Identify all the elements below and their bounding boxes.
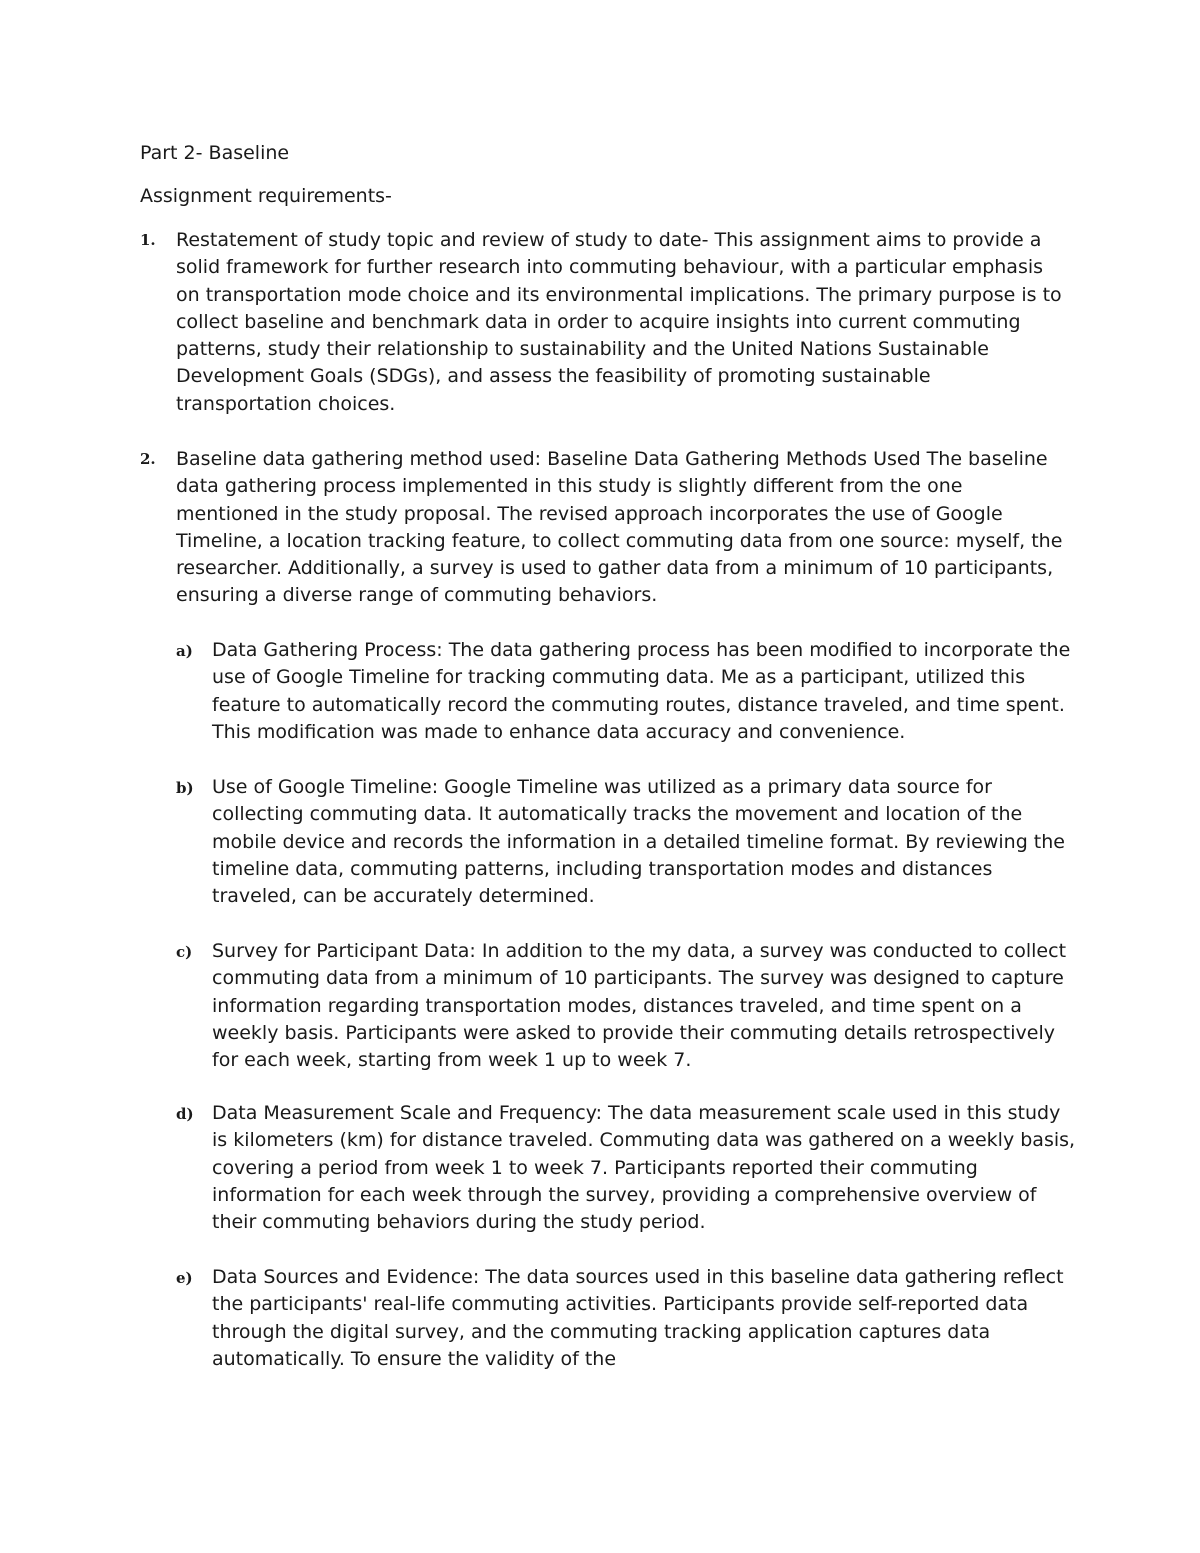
list-item — [140, 446, 1070, 610]
list-item-number: 2. — [140, 450, 156, 468]
sub-list-item — [176, 637, 1076, 746]
list-item-number: 1. — [140, 231, 156, 249]
sub-list-item — [176, 1264, 1076, 1373]
sub-list-item-text: Data Measurement Scale and Frequency: The data measurement scale used in this study is kilometers (km) for distance traveled. Commuting data was gathered on a weekly basis, covering a period from week 1 to week 7. Participants reported their commuting information for each week through the survey, providing a comprehensive overview of their commuting behaviors during the study period. — [212, 1102, 1076, 1234]
sub-list-item — [176, 774, 1076, 910]
sub-list-item-text: Data Sources and Evidence: The data sources used in this baseline data gathering reflect the participants' real-life commuting activities. Participants provide self-reported data through the digital survey, and the commuting tracking application captures data automatically. To ensure the validity of the — [212, 1266, 1064, 1370]
sub-list-item-letter: b) — [176, 779, 194, 797]
sub-list-item-letter: d) — [176, 1105, 194, 1123]
sub-list-item — [176, 938, 1076, 1074]
sub-list-item-letter: e) — [176, 1269, 193, 1287]
sub-list-item-letter: a) — [176, 642, 193, 660]
sub-list-item — [176, 1100, 1076, 1236]
page-subtitle: Assignment requirements- — [140, 185, 392, 207]
sub-list-item-letter: c) — [176, 943, 193, 961]
sub-list-item-text: Use of Google Timeline: Google Timeline was utilized as a primary data source for collecting commuting data. It automatically tracks the movement and location of the mobile device and records the information in a detailed timeline format. By reviewing the timeline data, commuting patterns, including transportation modes and distances traveled, can be accurately determined. — [212, 776, 1065, 908]
sub-list-item-text: Data Gathering Process: The data gathering process has been modified to incorporate the use of Google Timeline for tracking commuting data. Me as a participant, utilized this feature to automatically record the commuting routes, distance traveled, and time spent. This modification was made to enhance data accuracy and convenience. — [212, 639, 1071, 743]
list-item — [140, 227, 1070, 418]
page-title: Part 2- Baseline — [140, 142, 290, 164]
list-item-text: Restatement of study topic and review of study to date- This assignment aims to provide a solid framework for further research into commuting behaviour, with a particular emphasis on transportation mode choice and its environmental implications. The primary purpose is to collect baseline and benchmark data in order to acquire insights into current commuting patterns, study their relationship to sustainability and the United Nations Sustainable Development Goals (SDGs), and assess the feasibility of promoting sustainable transportation choices. — [176, 229, 1062, 415]
list-item-text: Baseline data gathering method used: Baseline Data Gathering Methods Used The baseline data gathering process implemented in this study is slightly different from the one mentioned in the study proposal. The revised approach incorporates the use of Google Timeline, a location tracking feature, to collect commuting data from one source: myself, the researcher. Additionally, a survey is used to gather data from a minimum of 10 participants, ensuring a diverse range of commuting behaviors. — [176, 448, 1063, 607]
sub-list-item-text: Survey for Participant Data: In addition to the my data, a survey was conducted to collect commuting data from a minimum of 10 participants. The survey was designed to capture information regarding transportation modes, distances traveled, and time spent on a weekly basis. Participants were asked to provide their commuting details retrospectively for each week, starting from week 1 up to week 7. — [212, 940, 1067, 1072]
